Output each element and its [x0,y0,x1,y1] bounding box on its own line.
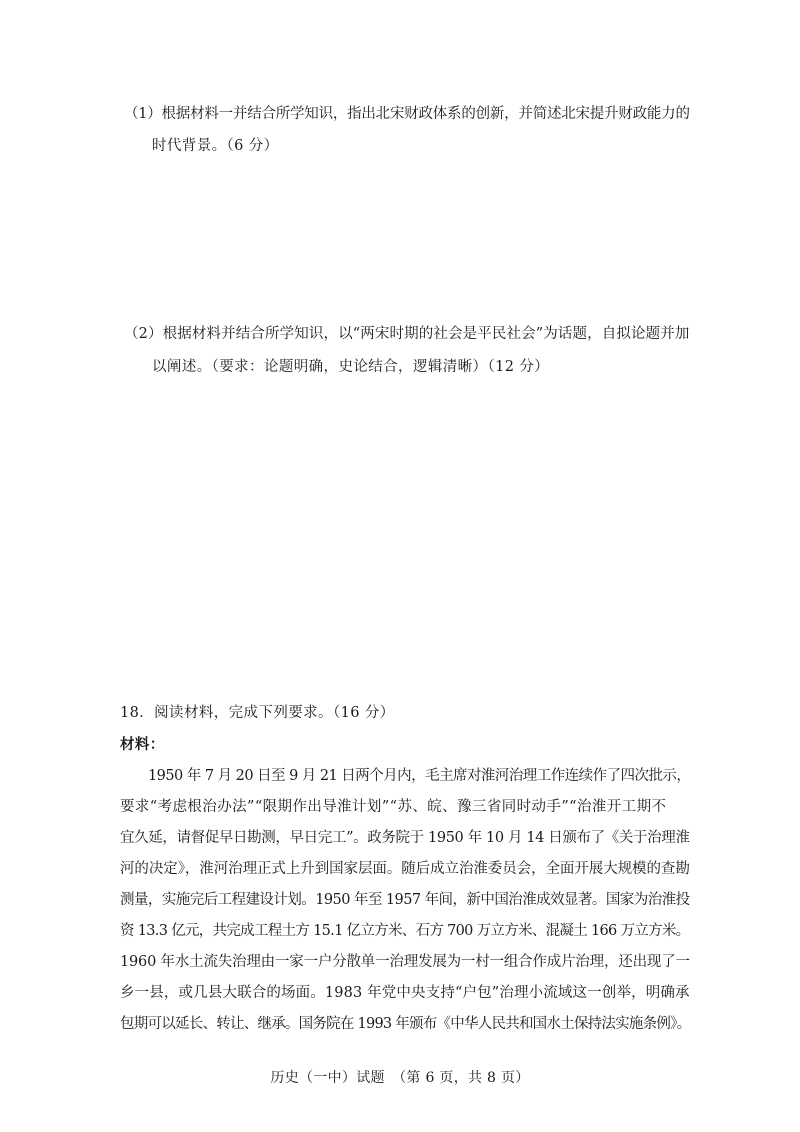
question-1-line-2: 时代背景。（6 分） [152,138,279,154]
material-paragraph-line: 要求“考虑根治办法”“限期作出导淮计划”“苏、皖、豫三省同时动手”“治淮开工期不 [120,799,667,815]
material-paragraph-line: 测量，实施完后工程建设计划。1950 年至 1957 年间，新中国治淮成效显著。国家为治淮投 [120,892,690,908]
material-paragraph-line: 资 13.3 亿元，共完成工程土方 15.1 亿立方米、石方 700 万立方米、混凝土 166 万立方米。 [120,923,690,939]
material-paragraph-line: 乡一县，或几县大联合的场面。1983 年党中央支持“户包”治理小流域这一创举，明确承 [120,985,690,1001]
question-1-line-1: （1）根据材料一并结合所学知识，指出北宋财政体系的创新，并简述北宋提升财政能力的 [124,106,690,122]
question-2-line-1: （2）根据材料并结合所学知识，以“两宋时期的社会是平民社会”为话题，自拟论题并加 [124,326,690,342]
question-2-line-2: 以阐述。（要求：论题明确，史论结合，逻辑清晰）（12 分） [152,359,550,375]
material-paragraph-line: 宜久延，请督促早日勘测，早日完工”。政务院于 1950 年 10 月 14 日颁布了《关于治理淮 [120,830,690,846]
material-paragraph-line: 包期可以延长、转让、继承。国务院在 1993 年颁布《中华人民共和国水土保持法实施条例》。 [120,1016,691,1032]
material-label: 材料： [120,736,165,753]
material-paragraph-line: 1950 年 7 月 20 日至 9 月 21 日两个月内，毛主席对淮河治理工作连续作了四次批示， [148,768,691,784]
page-footer: 历史（一中）试题 （第 6 页，共 8 页） [270,1070,530,1086]
question-18-heading: 18．阅读材料，完成下列要求。（16 分） [120,705,395,721]
material-paragraph-line: 河的决定》，淮河治理正式上升到国家层面。随后成立治淮委员会，全面开展大规模的查勘 [120,861,690,877]
material-paragraph-line: 1960 年水土流失治理由一家一户分散单一治理发展为一村一组合作成片治理，还出现了一 [120,954,690,970]
